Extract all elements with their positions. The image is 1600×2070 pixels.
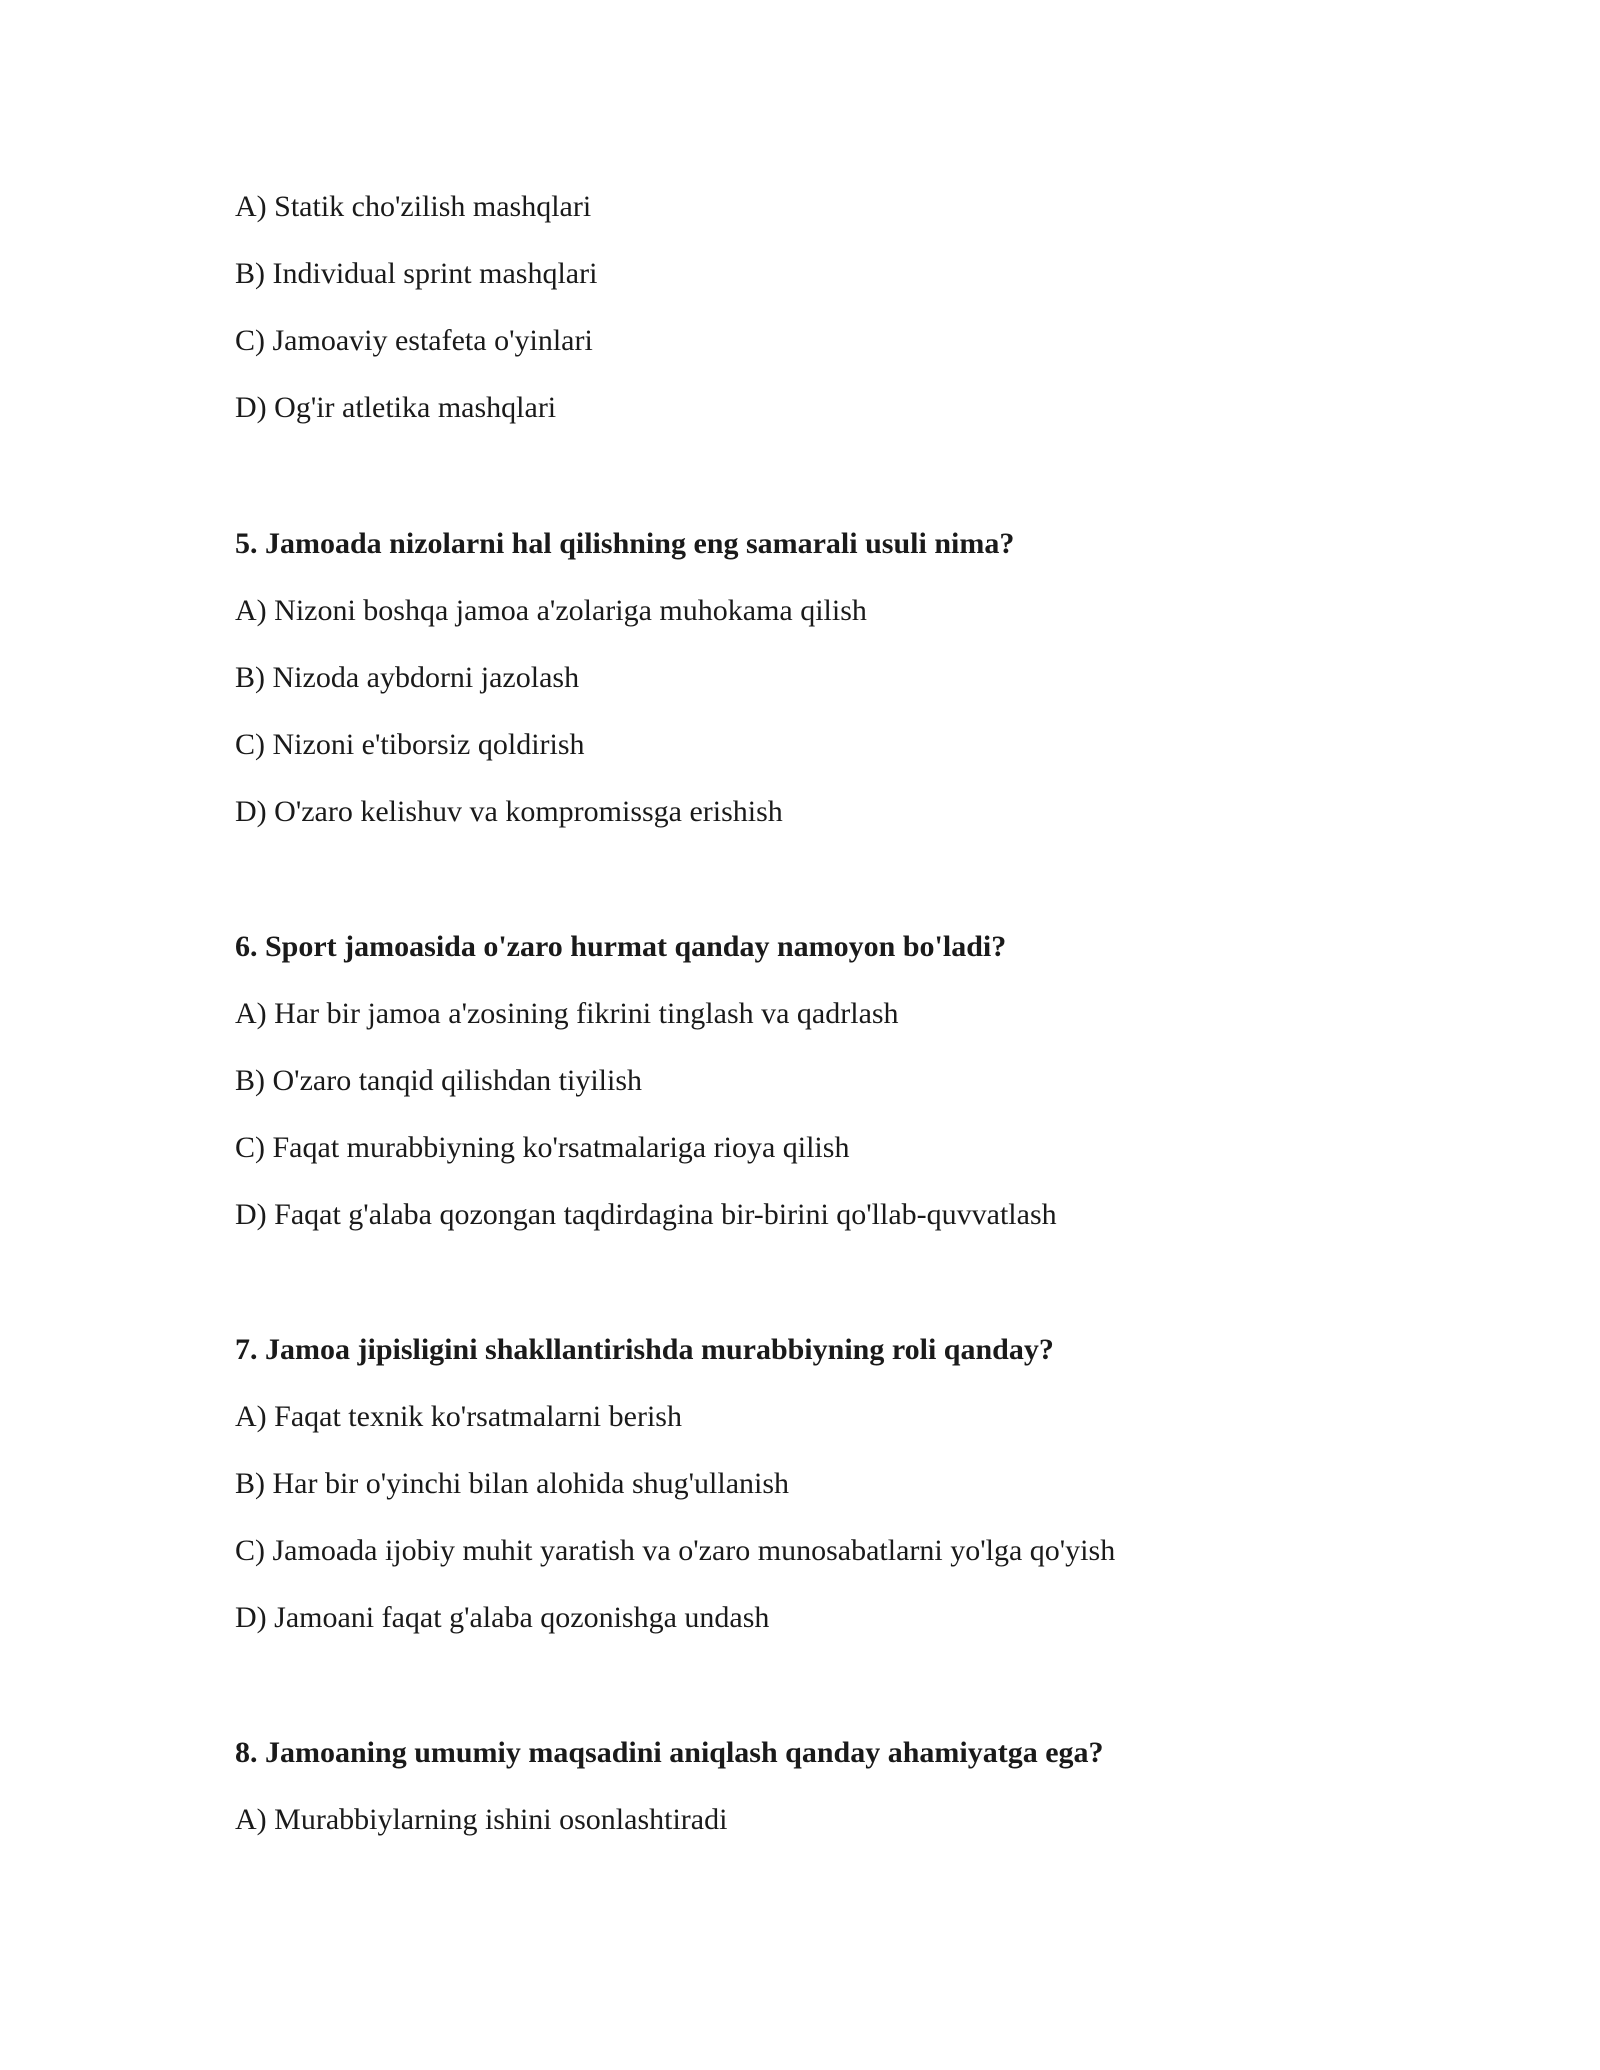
option-line: A) Statik cho'zilish mashqlari (235, 190, 592, 223)
option-line: B) Nizoda aybdorni jazolash (235, 661, 580, 694)
question-heading: 6. Sport jamoasida o'zaro hurmat qanday namoyon bo'ladi? (235, 930, 1007, 963)
option-line: C) Jamoada ijobiy muhit yaratish va o'zaro munosabatlarni yo'lga qo'yish (235, 1534, 1116, 1567)
option-line: B) O'zaro tanqid qilishdan tiyilish (235, 1064, 643, 1097)
option-line: A) Nizoni boshqa jamoa a'zolariga muhokama qilish (235, 594, 867, 627)
option-line: D) Jamoani faqat g'alaba qozonishga undash (235, 1601, 770, 1634)
option-line: D) O'zaro kelishuv va kompromissga erishish (235, 795, 783, 828)
option-line: D) Faqat g'alaba qozongan taqdirdagina bir-birini qo'llab-quvvatlash (235, 1198, 1057, 1231)
question-heading: 8. Jamoaning umumiy maqsadini aniqlash qanday ahamiyatga ega? (235, 1736, 1104, 1769)
option-line: A) Murabbiylarning ishini osonlashtiradi (235, 1803, 728, 1836)
option-line: C) Nizoni e'tiborsiz qoldirish (235, 728, 585, 761)
option-line: A) Har bir jamoa a'zosining fikrini tinglash va qadrlash (235, 997, 899, 1030)
question-heading: 7. Jamoa jipisligini shakllantirishda murabbiyning roli qanday? (235, 1333, 1054, 1366)
option-line: D) Og'ir atletika mashqlari (235, 391, 557, 424)
option-line: B) Har bir o'yinchi bilan alohida shug'ullanish (235, 1467, 790, 1500)
option-line: B) Individual sprint mashqlari (235, 257, 598, 290)
option-line: C) Jamoaviy estafeta o'yinlari (235, 324, 593, 357)
option-line: A) Faqat texnik ko'rsatmalarni berish (235, 1400, 682, 1433)
question-heading: 5. Jamoada nizolarni hal qilishning eng samarali usuli nima? (235, 527, 1015, 560)
option-line: C) Faqat murabbiyning ko'rsatmalariga rioya qilish (235, 1131, 850, 1164)
